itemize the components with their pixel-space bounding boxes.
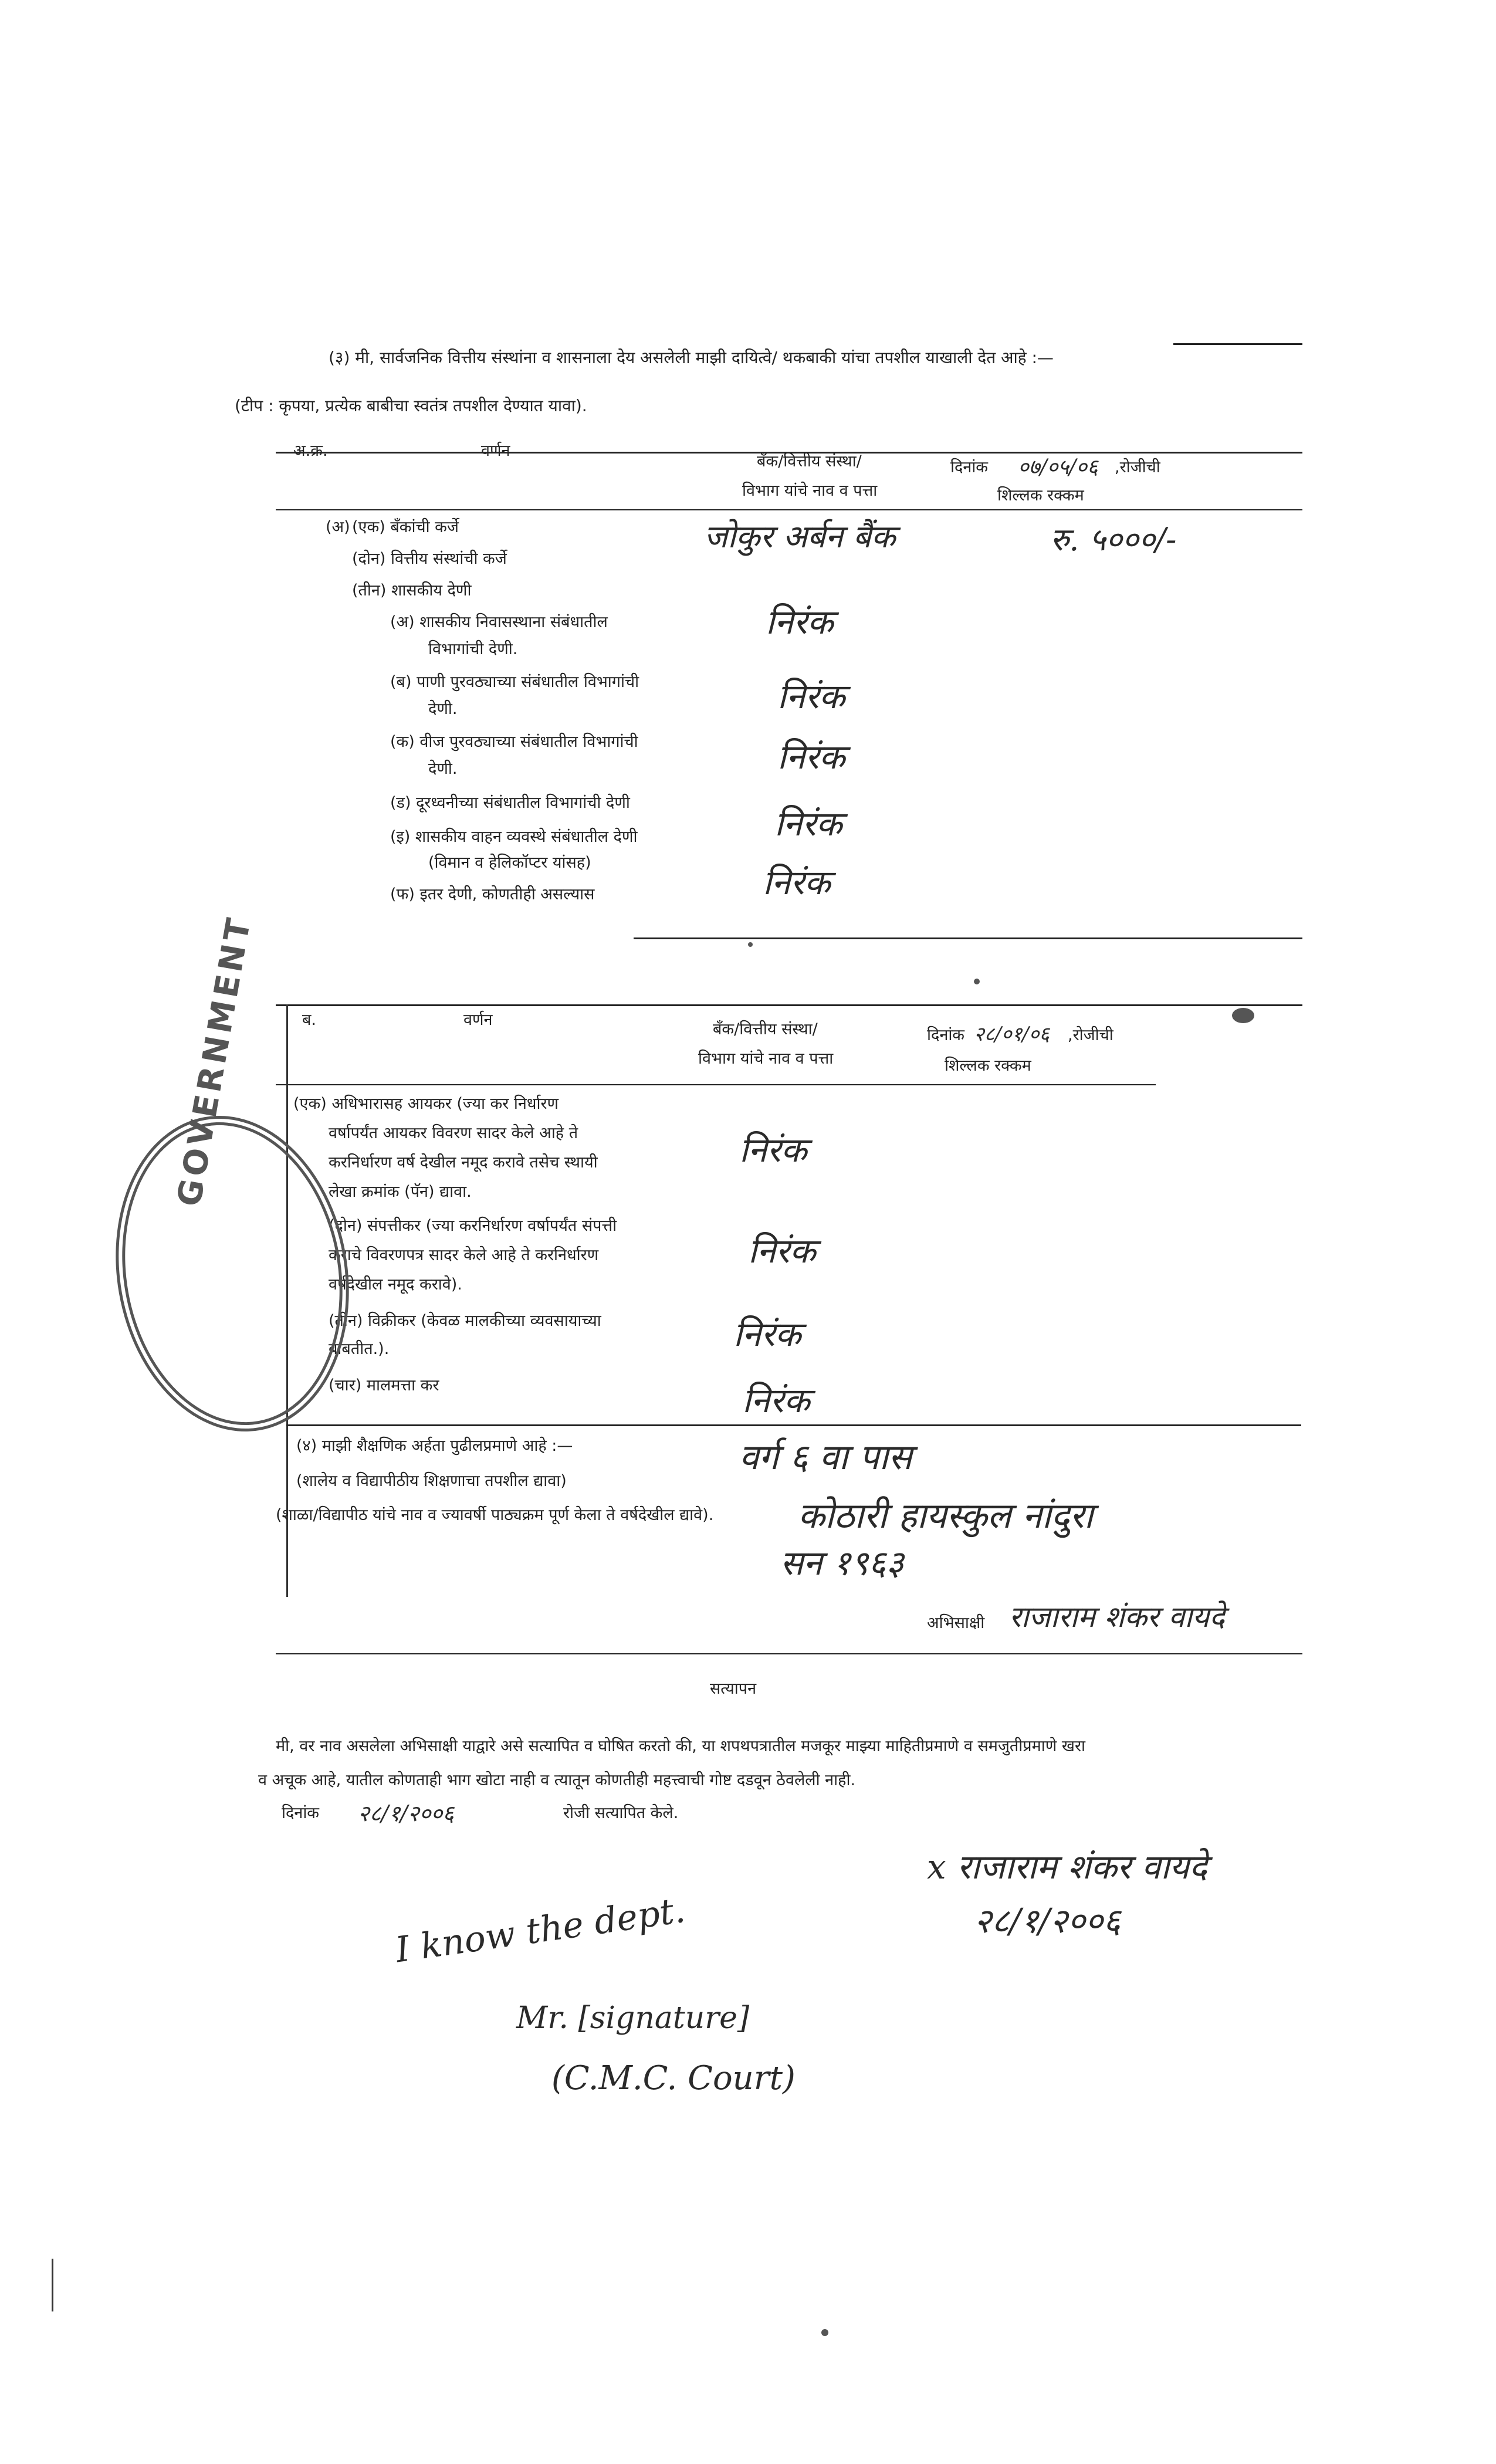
table2-bottom-rule [286, 1424, 1301, 1426]
table1-hand-nil-3: निरंक [777, 737, 845, 777]
table1-col-bank-1: बँक/वित्तीय संस्था/ [757, 452, 862, 471]
table1-hand-nil-4: निरंक [774, 804, 842, 844]
t2-row-r1c: करनिर्धारण वर्ष देखील नमूद करावे तसेच स्थायी [329, 1153, 598, 1172]
table2-col-date-hand: २८/०१/०६ [974, 1023, 1050, 1046]
row-s5a: (इ) शासकीय वाहन व्यवस्थे संबंधातील देणी [390, 828, 638, 846]
row-s2b: देणी. [428, 700, 458, 718]
table1-col-bank-2: विभाग यांचे नाव व पत्ता [742, 482, 878, 500]
section3-intro: (३) मी, सार्वजनिक वित्तीय संस्थांना व शासनाला देय असलेली माझी दायित्वे/ थकबाकी यांचा तपशील याखाली देत आहे :— [329, 348, 1054, 367]
table1-col-date-1: दिनांक [950, 458, 989, 476]
row-s6: (फ) इतर देणी, कोणतीही असल्यास [390, 885, 595, 903]
section4-hand-1: वर्ग ६ वा पास [739, 1437, 912, 1478]
row-s1a: (अ) शासकीय निवासस्थाना संबंधातील [390, 613, 608, 631]
table2-col-bank-1: बँक/वित्तीय संस्था/ [713, 1020, 818, 1038]
table2-col-date-2: ,रोजीची [1068, 1026, 1113, 1044]
t2-row-r1b: वर्षापर्यंत आयकर विवरण सादर केले आहे ते [329, 1124, 578, 1142]
table2-top-rule [276, 1004, 1302, 1006]
verification-sign-date: २८/१/२००६ [974, 1901, 1121, 1941]
seal-lettering: GOVERNMENT [170, 912, 259, 1210]
t2-row-r3b: बाबतीत.). [329, 1340, 390, 1358]
table2-hand-nil-1: निरंक [739, 1130, 807, 1170]
table1-hand-nil-2: निरंक [777, 676, 845, 716]
table2-col-desc: वर्णन [463, 1011, 493, 1029]
row-s1b: विभागांची देणी. [428, 640, 518, 658]
endorsement-line2: Mr. [signature] [516, 2001, 750, 2036]
table2-hand-nil-3: निरंक [733, 1314, 801, 1354]
table2-hand-nil-4: निरंक [742, 1380, 810, 1420]
table2-header-rule [276, 1084, 1156, 1085]
scan-speck [974, 979, 980, 984]
section4-line1: (४) माझी शैक्षणिक अर्हता पुढीलप्रमाणे आहे :— [296, 1437, 573, 1455]
table1-hand-bank: जोकुर अर्बन बैंक [704, 518, 896, 555]
table1-hand-nil-1: निरंक [766, 602, 834, 642]
row-a3: (तीन) शासकीय देणी [352, 581, 472, 600]
top-short-rule [1173, 343, 1302, 345]
t2-row-r2a: (दोन) संपत्तीकर (ज्या करनिर्धारण वर्षापर्यंत संपत्ती [329, 1217, 617, 1235]
table1-col-balance: शिल्लक रक्कम [997, 486, 1084, 505]
scan-speck [1232, 1008, 1254, 1023]
row-s2a: (ब) पाणी पुरवठ्याच्या संबंधातील विभागांची [390, 673, 639, 691]
verification-title: सत्यापन [710, 1680, 757, 1698]
scan-margin-mark [52, 2259, 53, 2311]
verification-date-hand: २८/१/२००६ [358, 1800, 454, 1826]
t2-row-r4: (चार) मालमत्ता कर [329, 1376, 439, 1395]
table2-col-date-1: दिनांक [927, 1026, 965, 1044]
table2-hand-nil-2: निरंक [748, 1231, 816, 1271]
table2-col-sr: ब. [302, 1011, 316, 1029]
section4-hand-2: कोठारी हायस्कुल नांदुरा [798, 1495, 1094, 1536]
candidate-label: अभिसाक्षी [927, 1614, 985, 1632]
table1-col-date-hand: ०७/०५/०६ [1018, 455, 1098, 479]
section4-bottom-rule [276, 1653, 1302, 1654]
verification-date-suffix: रोजी सत्यापित केले. [563, 1804, 679, 1822]
row-a2: (दोन) वित्तीय संस्थांची कर्जे [352, 550, 507, 568]
endorsement-line3: (C.M.C. Court) [551, 2059, 796, 2097]
row-s3b: देणी. [428, 760, 458, 778]
table1-hand-nil-5: निरंक [763, 862, 831, 902]
table2-col-balance: शिल्लक रक्कम [945, 1057, 1031, 1075]
scan-speck [821, 2329, 828, 2336]
section4-line3: (शाळा/विद्यापीठ यांचे नाव व ज्यावर्षी पाठ्यक्रम पूर्ण केला ते वर्षदेखील द्यावे). [276, 1506, 714, 1524]
row-a-label: (अ) [326, 518, 350, 536]
table1-col-sr: अ.क्र. [293, 442, 328, 460]
section4-hand-3: सन १९६३ [780, 1543, 904, 1583]
table1-hand-amount: रु. ५०००/- [1050, 521, 1177, 558]
table2-col-bank-2: विभाग यांचे नाव व पत्ता [698, 1050, 834, 1068]
row-s4: (ड) दूरध्वनीच्या संबंधातील विभागांची देणी [390, 794, 630, 812]
verification-text-2: व अचूक आहे, यातील कोणताही भाग खोटा नाही व त्यातून कोणतीही महत्त्वाची गोष्ट दडवून ठेवलेली नाही. [258, 1771, 856, 1789]
t2-row-r1a: (एक) अधिभारासह आयकर (ज्या कर निर्धारण [293, 1095, 559, 1113]
section4-line2: (शालेय व विद्यापीठीय शिक्षणाचा तपशील द्यावा) [296, 1472, 567, 1490]
endorsement-line1: I know the dept. [393, 1889, 688, 1971]
t2-row-r1d: लेखा क्रमांक (पॅन) द्यावा. [329, 1183, 472, 1201]
section3-note: (टीप : कृपया, प्रत्येक बाबीचा स्वतंत्र तपशील देण्यात यावा). [235, 396, 587, 415]
scan-speck [748, 942, 753, 947]
verification-text-1: मी, वर नाव असलेला अभिसाक्षी याद्वारे असे सत्यापित व घोषित करतो की, या शपथपत्रातील मजकूर माझ्या माहितीप्रमाणे व समजुतीप्रमाणे खरा [276, 1737, 1086, 1755]
row-a1: (एक) बँकांची कर्जे [352, 518, 459, 536]
verification-date-prefix: दिनांक [282, 1804, 320, 1822]
government-seal [92, 1097, 373, 1450]
verification-signature: x राजाराम शंकर वायदे [927, 1847, 1207, 1887]
table1-header-rule [276, 509, 1302, 510]
t2-row-r2c: वर्षदेखील नमूद करावे). [329, 1275, 462, 1294]
row-s5b: (विमान व हेलिकॉप्टर यांसह) [428, 854, 591, 872]
table1-col-date-2: ,रोजीची [1115, 458, 1160, 476]
row-s3a: (क) वीज पुरवठ्याच्या संबंधातील विभागांची [390, 733, 638, 751]
t2-row-r2b: कराचे विवरणपत्र सादर केले आहे ते करनिर्धारण [329, 1246, 599, 1264]
table1-bottom-rule [634, 937, 1302, 939]
t2-row-r3a: (तीन) विक्रीकर (केवळ मालकीच्या व्यवसायाच्या [329, 1312, 601, 1330]
candidate-signature: राजाराम शंकर वायदे [1009, 1600, 1225, 1634]
table1-col-desc: वर्णन [481, 442, 510, 460]
